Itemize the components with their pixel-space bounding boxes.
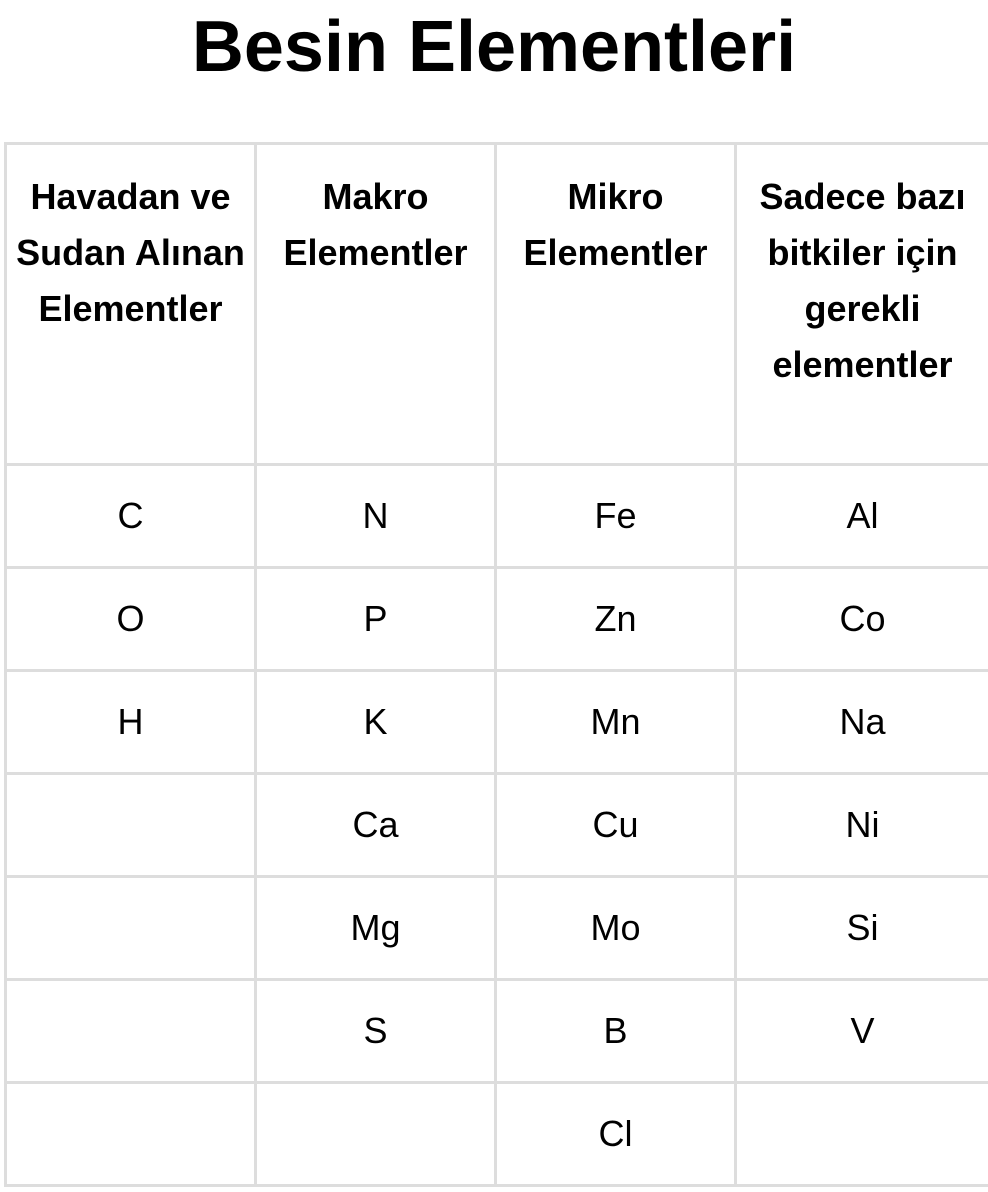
table-cell: Al [736, 465, 988, 568]
table-cell: C [6, 465, 256, 568]
table-row [6, 774, 988, 877]
table-cell: Co [736, 568, 988, 671]
table-cell: Si [736, 877, 988, 980]
table-cell: Mn [496, 671, 736, 774]
table-cell [6, 980, 256, 1083]
table-cell: Fe [496, 465, 736, 568]
table-cell: K [256, 671, 496, 774]
table-cell: P [256, 568, 496, 671]
table-cell [736, 1083, 988, 1186]
table-cell: B [496, 980, 736, 1083]
header-cell-micro-elements: Mikro Elementler [496, 144, 736, 465]
page-title: Besin Elementleri [0, 6, 988, 88]
table-row [6, 1083, 988, 1186]
header-cell-macro-elements: Makro Elementler [256, 144, 496, 465]
table-row [6, 568, 988, 671]
nutrient-elements-table [4, 142, 988, 1187]
table-header-row [6, 144, 988, 465]
table-cell [6, 877, 256, 980]
table-cell: Ni [736, 774, 988, 877]
table-cell: S [256, 980, 496, 1083]
table-cell [256, 1083, 496, 1186]
table-container [4, 142, 988, 1192]
table-cell: Zn [496, 568, 736, 671]
table-cell [6, 774, 256, 877]
table-cell: Cu [496, 774, 736, 877]
table-row [6, 877, 988, 980]
table-cell: N [256, 465, 496, 568]
table-cell: Na [736, 671, 988, 774]
table-cell: Mg [256, 877, 496, 980]
table-row [6, 671, 988, 774]
table-row [6, 465, 988, 568]
table-cell: Mo [496, 877, 736, 980]
table-cell [6, 1083, 256, 1186]
header-cell-some-plants-elements: Sadece bazı bitkiler için gerekli elementler [736, 144, 988, 465]
table-cell: O [6, 568, 256, 671]
table-cell: Cl [496, 1083, 736, 1186]
table-cell: H [6, 671, 256, 774]
table-cell: Ca [256, 774, 496, 877]
table-cell: V [736, 980, 988, 1083]
header-cell-air-water-elements: Havadan ve Sudan Alınan Elementler [6, 144, 256, 465]
table-row [6, 980, 988, 1083]
